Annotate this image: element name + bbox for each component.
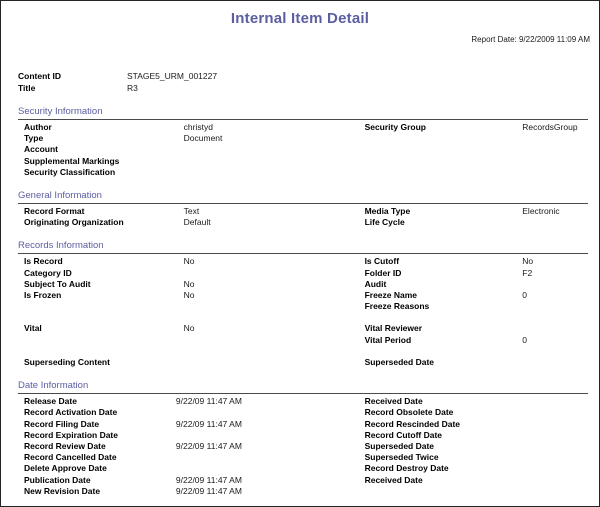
field-row xyxy=(24,256,590,267)
field-row xyxy=(24,407,590,418)
field-value-left: 9/22/09 11:47 AM xyxy=(175,474,242,485)
field-value-left xyxy=(184,301,365,312)
field-row xyxy=(24,301,590,312)
field-value-right: 0 xyxy=(522,289,527,300)
field-row xyxy=(24,133,590,144)
field-row xyxy=(24,357,590,368)
field-label-right xyxy=(365,312,523,323)
field-label-right: Is Cutoff xyxy=(364,256,400,267)
field-value-right xyxy=(522,430,590,441)
identity-label: Content ID xyxy=(18,71,61,81)
field-label-right xyxy=(365,133,523,144)
field-label-right: Freeze Reasons xyxy=(364,301,430,312)
field-label-right: Folder ID xyxy=(364,267,402,278)
field-label-right: Life Cycle xyxy=(364,217,405,228)
field-label-right: Security Group xyxy=(364,122,426,132)
field-value-left xyxy=(176,463,365,474)
field-value-right xyxy=(522,133,590,144)
field-label-right: Vital Period xyxy=(364,334,412,345)
field-row xyxy=(24,167,590,178)
field-label-left xyxy=(24,346,184,357)
field-value-right xyxy=(522,407,590,418)
report-date: Report Date: 9/22/2009 11:09 AM xyxy=(471,35,590,44)
field-label-left: Account xyxy=(24,144,58,155)
section-divider xyxy=(18,203,588,204)
field-row xyxy=(24,217,590,228)
field-row xyxy=(24,441,590,452)
field-value-right xyxy=(522,301,590,312)
identity-label: Title xyxy=(18,83,36,93)
field-value-left xyxy=(184,346,365,357)
section-grid xyxy=(24,122,590,178)
field-row xyxy=(24,279,590,290)
field-label-right xyxy=(365,167,523,178)
field-label-right xyxy=(365,346,523,357)
field-value-right xyxy=(522,144,590,155)
field-label-right: Audit xyxy=(364,278,387,289)
report-section xyxy=(10,106,590,178)
field-label-left: Publication Date xyxy=(24,474,91,485)
field-value-right xyxy=(522,323,590,334)
field-value-left xyxy=(184,156,365,167)
report-section xyxy=(10,190,590,228)
field-value-right xyxy=(522,452,590,463)
field-value-left: christyd xyxy=(183,122,213,132)
field-label-left xyxy=(24,301,184,312)
identity-row xyxy=(18,70,590,82)
field-value-left xyxy=(176,407,365,418)
section-title: Security Information xyxy=(18,106,103,117)
field-value-left xyxy=(184,335,365,346)
report-section xyxy=(10,240,590,368)
field-value-left: 9/22/09 11:47 AM xyxy=(175,485,242,496)
field-value-right: Electronic xyxy=(522,205,560,216)
field-label-left: Is Frozen xyxy=(24,289,62,300)
field-value-left: No xyxy=(183,278,195,289)
identity-block xyxy=(18,70,590,94)
field-value-right: No xyxy=(522,256,534,267)
field-label-left: Record Expiration Date xyxy=(24,429,118,440)
section-divider xyxy=(18,119,588,120)
field-label-left: Record Format xyxy=(24,205,85,216)
field-value-left xyxy=(184,268,365,279)
section-grid xyxy=(24,396,590,497)
field-value-right xyxy=(522,463,590,474)
field-value-left: 9/22/09 11:47 AM xyxy=(175,396,242,407)
field-value-left xyxy=(184,312,365,323)
sections-host xyxy=(10,106,590,497)
field-value-right xyxy=(522,279,590,290)
field-label-right: Received Date xyxy=(364,474,423,485)
report-body xyxy=(1,70,599,497)
field-row xyxy=(24,419,590,430)
field-label-left: Originating Organization xyxy=(24,217,124,228)
identity-value: STAGE5_URM_001227 xyxy=(127,71,218,81)
field-value-right xyxy=(522,167,590,178)
field-value-right xyxy=(522,312,590,323)
field-value-left: Text xyxy=(183,205,200,216)
page-title: Internal Item Detail xyxy=(230,10,370,27)
field-value-right: RecordsGroup xyxy=(522,122,578,132)
field-value-left xyxy=(184,144,365,155)
section-grid xyxy=(24,206,590,228)
field-label-left: Subject To Audit xyxy=(24,278,91,289)
field-row xyxy=(24,312,590,323)
field-row xyxy=(24,452,590,463)
field-label-right: Freeze Name xyxy=(364,289,418,300)
field-value-right xyxy=(522,346,590,357)
field-label-right: Superseded Twice xyxy=(364,452,439,463)
field-value-left xyxy=(184,167,365,178)
field-label-right: Superseded Date xyxy=(364,357,435,367)
field-row xyxy=(24,463,590,474)
field-label-left: Category ID xyxy=(24,267,72,278)
field-label-left: Superseding Content xyxy=(24,357,110,367)
field-value-left xyxy=(176,430,365,441)
field-label-right: Record Destroy Date xyxy=(364,463,449,474)
field-value-left: No xyxy=(183,323,195,334)
field-label-left: Supplemental Markings xyxy=(24,155,120,166)
field-value-right xyxy=(522,396,590,407)
field-label-left: Record Activation Date xyxy=(24,407,118,418)
field-value-right: F2 xyxy=(522,267,533,278)
field-value-right xyxy=(522,217,590,228)
field-label-left: Type xyxy=(24,133,44,144)
field-value-left: Document xyxy=(183,133,223,144)
field-label-left: Vital xyxy=(24,323,42,334)
field-value-right xyxy=(522,486,590,497)
field-label-left: Security Classification xyxy=(24,166,116,177)
field-row xyxy=(24,206,590,217)
section-title: Date Information xyxy=(18,380,89,392)
field-value-left: Default xyxy=(183,217,211,228)
field-label-right xyxy=(365,486,523,497)
section-divider xyxy=(18,253,588,254)
field-label-right: Media Type xyxy=(364,205,411,216)
field-row xyxy=(24,346,590,357)
field-label-left xyxy=(24,335,184,346)
identity-row xyxy=(18,82,590,94)
field-row xyxy=(24,430,590,441)
field-value-left: No xyxy=(183,256,195,267)
field-label-right xyxy=(365,156,523,167)
field-label-left xyxy=(24,312,184,323)
field-value-left: 9/22/09 11:47 AM xyxy=(175,440,242,451)
section-grid xyxy=(24,256,590,368)
identity-value: R3 xyxy=(127,83,138,93)
field-value-right xyxy=(522,357,590,368)
field-row xyxy=(24,486,590,497)
field-label-right: Vital Reviewer xyxy=(364,323,423,334)
field-label-left: Delete Approve Date xyxy=(24,463,107,474)
section-title: Records Information xyxy=(18,240,104,252)
field-row xyxy=(24,323,590,334)
field-value-left xyxy=(184,357,365,368)
field-label-left: Record Cancelled Date xyxy=(24,452,117,463)
field-value-left: 9/22/09 11:47 AM xyxy=(175,418,242,429)
field-label-left: New Revision Date xyxy=(24,485,101,496)
section-title: General Information xyxy=(18,189,102,201)
field-value-left: No xyxy=(183,289,195,300)
field-label-right: Record Rescinded Date xyxy=(364,418,460,429)
field-row xyxy=(24,475,590,486)
field-label-left: Is Record xyxy=(24,256,63,267)
field-label-right: Superseded Date xyxy=(364,440,435,451)
field-value-right xyxy=(522,156,590,167)
field-label-left: Record Review Date xyxy=(24,440,106,451)
field-label-right: Record Obsolete Date xyxy=(364,407,454,418)
field-row xyxy=(24,268,590,279)
field-value-right xyxy=(522,475,590,486)
field-value-left xyxy=(176,452,365,463)
field-value-right: 0 xyxy=(522,334,527,345)
field-row xyxy=(24,335,590,346)
field-row xyxy=(24,156,590,167)
section-divider xyxy=(18,393,588,394)
field-value-right xyxy=(522,441,590,452)
field-label-right xyxy=(365,144,523,155)
field-row xyxy=(24,396,590,407)
field-label-left: Record Filing Date xyxy=(24,418,100,429)
field-label-right: Received Date xyxy=(364,396,423,407)
field-label-left: Release Date xyxy=(24,396,77,407)
field-row xyxy=(24,290,590,301)
field-row xyxy=(24,144,590,155)
field-label-left: Author xyxy=(24,122,52,132)
report-section xyxy=(10,380,590,497)
field-label-right: Record Cutoff Date xyxy=(364,429,443,440)
field-row xyxy=(24,122,590,133)
field-value-right xyxy=(522,419,590,430)
